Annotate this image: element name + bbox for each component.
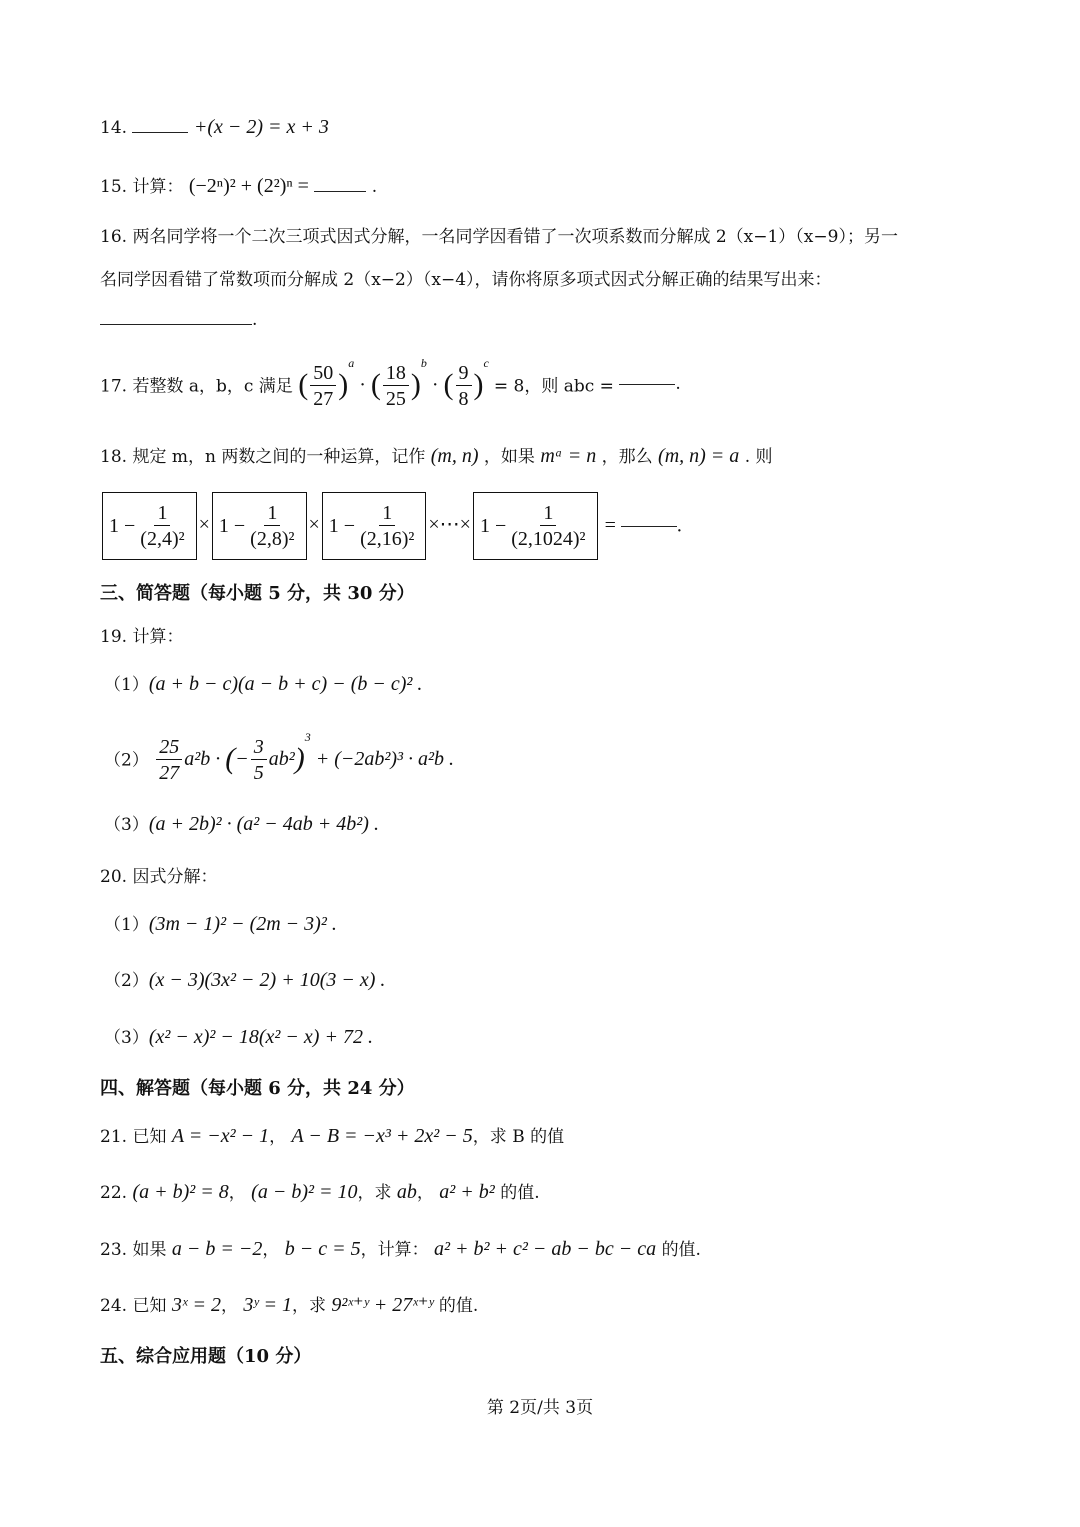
question-19-part-3: （3）(a + 2b)² · (a² − 4ab + 4b²) . [104,813,379,835]
question-19-part-1: （1）(a + b − c)(a − b + c) − (b − c)² . [104,673,423,695]
question-20-part-2: （2）(x − 3)(3x² − 2) + 10(3 − x) . [104,969,386,991]
question-22: 22. (a + b)² = 8， (a − b)² = 10，求 ab， a² + b² 的值. [100,1181,540,1203]
question-15: 15. 计算： (−2ⁿ)² + (2²)ⁿ = . [100,175,378,197]
question-16: 16. 两名同学将一个二次三项式因式分解，一名同学因看错了一次项系数而分解成 2（x−1）（x−9）；另一 名同学因看错了常数项而分解成 2（x−2）（x−4），请你将原多项式因式分解正确的结果写出来： . [100,227,898,330]
section-4-heading: 四、解答题（每小题 6 分，共 24 分） [100,1078,415,1099]
question-18: 18. 规定 m，n 两数之间的一种运算，记作 (m, n) ，如果 mᵃ = n ，那么 (m, n) = a . 则 [100,445,773,467]
question-21: 21. 已知 A = −x² − 1， A − B = −x³ + 2x² − 5，求 B 的值 [100,1125,565,1147]
answer-blank[interactable] [619,383,675,385]
question-17: 17. 若整数 a，b，c 满足 ( $\frac{50}{27}$ )$^a$ · ( $\frac{18}{25}$ )$^b$ · ( $\frac{9}{8}$ )$^c$ = 8，则 abc = . [100,356,681,410]
question-19-title: 19. 计算： [100,627,184,647]
answer-blank[interactable] [132,131,188,133]
question-20-part-1: （1）(3m − 1)² − (2m − 3)² . [104,913,337,935]
answer-blank[interactable] [100,323,252,325]
question-14: 14. +(x − 2) = x + 3 [100,116,329,138]
question-20-title: 20. 因式分解： [100,867,218,887]
question-18-expression: 1 − $\frac{1}{\text{(2,4)²}}$ × 1 − $\frac{1}{\text{(2,8)²}}$ × 1 − $\frac{1}{\text{(2,16)²}}$ ×⋯× 1 − $\frac{1}{\text{(2,1024)²}}$ = . [100,492,990,560]
section-5-heading: 五、综合应用题（10 分） [100,1346,312,1367]
question-19-part-2: （2） $\frac{25}{27}$ a²b · (− $\frac{3}{5}$ ab²)$^3$ + (−2ab²)³ · a²b . [104,730,455,784]
question-20-part-3: （3）(x² − x)² − 18(x² − x) + 72 . [104,1026,373,1048]
question-23: 23. 如果 a − b = −2， b − c = 5，计算： a² + b² + c² − ab − bc − ca 的值. [100,1238,701,1260]
answer-blank[interactable] [314,190,366,192]
page-footer: 第 2页/共 3页 [486,1398,594,1418]
question-24: 24. 已知 3ˣ = 2， 3ʸ = 1，求 9²ˣ⁺ʸ + 27ˣ⁺ʸ 的值. [100,1294,479,1316]
answer-blank[interactable] [621,525,677,527]
section-3-heading: 三、简答题（每小题 5 分，共 30 分） [100,583,415,604]
